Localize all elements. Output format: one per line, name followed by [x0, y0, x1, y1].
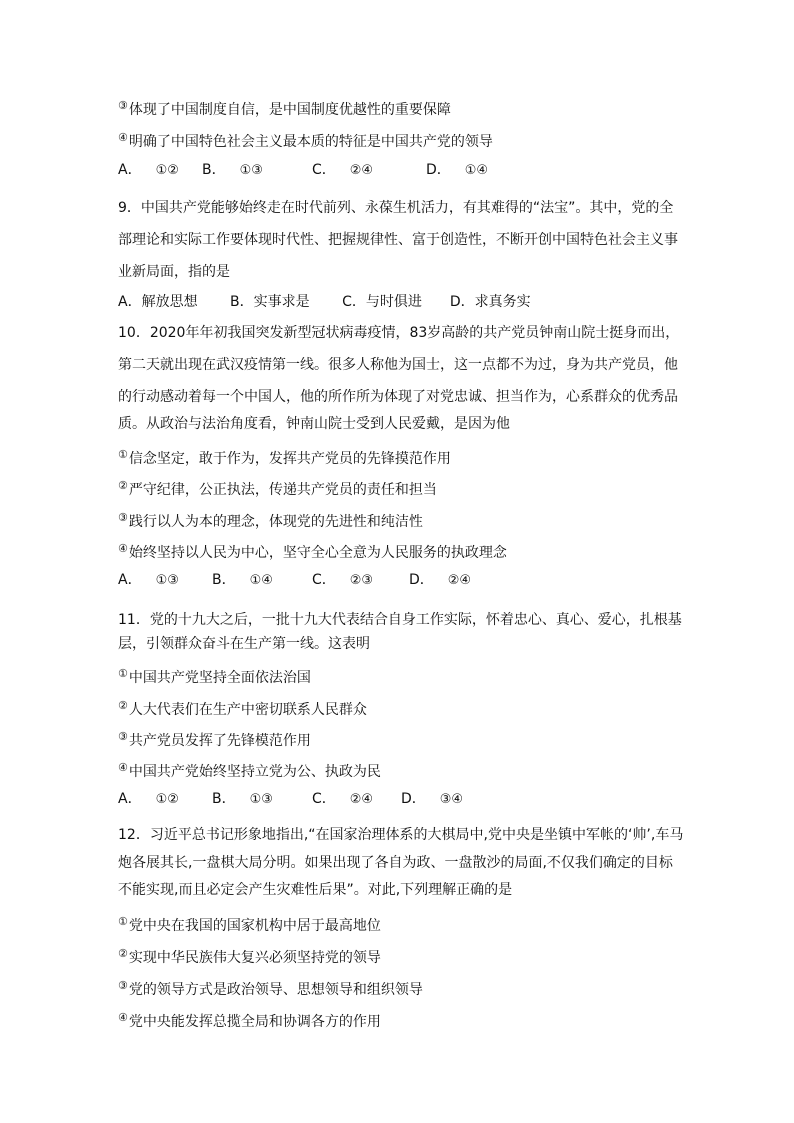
answer-letter: D．: [409, 572, 434, 588]
answer-letter: C．: [312, 162, 336, 178]
answer-choice: ①②: [155, 163, 179, 178]
option-marker: ②: [118, 479, 128, 492]
option-text: 实现中华民族伟大复兴必须坚持党的领导: [128, 950, 381, 966]
answer-choice: ①②: [155, 792, 179, 807]
question-stem-line: 10．2020年年初我国突发新型冠状病毒疫情，83岁高龄的共产党员钟南山院士挺身而出，: [118, 325, 680, 341]
option-line: [118, 445, 451, 469]
answer-letter: A．: [118, 791, 142, 807]
option-text: 中国共产党始终坚持立党为公、执政为民: [128, 764, 381, 780]
option-marker: ③: [118, 511, 128, 524]
answer-letter: B．: [212, 791, 236, 807]
answer-letter: A．: [118, 572, 142, 588]
option-text: 始终坚持以人民为中心，坚守全心全意为人民服务的执政理念: [128, 545, 507, 561]
option-text: 党中央在我国的国家机构中居于最高地位: [128, 918, 381, 934]
option-line: [118, 912, 381, 936]
question-stem-line: 质。从政治与法治角度看，钟南山院士受到人民爱戴，是因为他: [118, 416, 510, 432]
question-stem-line: 的行动感动着每一个中国人，他的所作所为体现了对党忠诚、担当作为，心系群众的优秀品: [118, 389, 678, 405]
answer-letter: B．: [202, 162, 226, 178]
option-text: 党中央能发挥总揽全局和协调各方的作用: [128, 1014, 381, 1030]
answer-letter: C．: [312, 572, 336, 588]
option-line: [118, 696, 367, 720]
question-stem-line: 不能实现,而且必定会产生灾难性后果”。对此,下列理解正确的是: [118, 882, 513, 898]
option-text: 人大代表们在生产中密切联系人民群众: [128, 702, 367, 718]
option-line: [118, 96, 451, 120]
answer-choice: ①③: [249, 792, 273, 807]
answer-choice: ②④: [349, 163, 374, 178]
answer-letter: A．: [118, 162, 142, 178]
answer-letter: D．: [426, 162, 451, 178]
answer-choice: ①③: [155, 573, 179, 588]
option-text: 中国共产党坚持全面依法治国: [128, 670, 311, 686]
option-marker: ④: [118, 1011, 128, 1024]
option-marker: ①: [118, 667, 128, 680]
option-marker: ②: [118, 947, 128, 960]
option-text: 信念坚定，敢于作为，发挥共产党员的先锋摸范作用: [128, 451, 451, 467]
option-marker: ④: [118, 761, 128, 774]
option-line: [118, 758, 381, 782]
option-marker: ③: [118, 99, 128, 112]
option-line: [118, 664, 311, 688]
option-marker: ②: [118, 699, 128, 712]
answer-choice: ②③: [349, 573, 374, 588]
option-text: 践行以人为本的理念，体现党的先进性和纯洁性: [128, 514, 423, 530]
answer-choice: ①④: [249, 573, 273, 588]
question-stem-line: 11．党的十九大之后，一批十九大代表结合自身工作实际，怀着忠心、真心、爱心，扎根基: [118, 612, 682, 628]
option-line: [118, 508, 423, 532]
option-text: 党的领导方式是政治领导、思想领导和组织领导: [128, 982, 423, 998]
option-text: 体现了中国制度自信，是中国制度优越性的重要保障: [128, 102, 451, 118]
answer-letter: C．: [312, 791, 336, 807]
option-text: 严守纪律，公正执法，传递共产党员的责任和担当: [128, 482, 437, 498]
option-text: 共产党员发挥了先锋模范作用: [128, 733, 311, 749]
question-stem-line: 9．中国共产党能够始终走在时代前列、永葆生机活力，有其难得的“法宝”。其中，党的全: [118, 200, 674, 216]
answer-row: A．解放思想 B．实事求是 C．与时俱进 D．求真务实: [118, 294, 531, 310]
question-stem-line: 第二天就出现在武汉疫情第一线。很多人称他为国士，这一点都不为过，身为共产党员，他: [118, 357, 678, 373]
option-marker: ①: [118, 915, 128, 928]
answer-choice: ③④: [439, 792, 464, 807]
answer-choice: ①④: [464, 163, 489, 178]
option-line: [118, 128, 493, 152]
question-stem-line: 炮各展其长,一盘棋大局分明。如果出现了各自为政、一盘散沙的局面,不仅我们确定的目标: [118, 855, 673, 871]
option-marker: ④: [118, 131, 128, 144]
option-marker: ③: [118, 730, 128, 743]
answer-letter: B．: [212, 572, 236, 588]
answer-choice: ②④: [447, 573, 472, 588]
option-line: [118, 944, 381, 968]
option-line: [118, 476, 437, 500]
question-stem-line: 层，引领群众奋斗在生产第一线。这表明: [118, 636, 370, 652]
option-marker: ④: [118, 542, 128, 555]
option-line: [118, 976, 423, 1000]
option-line: [118, 539, 507, 563]
answer-letter: D．: [401, 791, 426, 807]
question-stem-line: 业新局面，指的是: [118, 264, 230, 280]
option-line: [118, 1008, 381, 1032]
option-marker: ①: [118, 448, 128, 461]
option-marker: ③: [118, 979, 128, 992]
option-line: [118, 727, 311, 751]
option-text: 明确了中国特色社会主义最本质的特征是中国共产党的领导: [128, 134, 493, 150]
question-stem-line: 部理论和实际工作要体现时代性、把握规律性、富于创造性，不断开创中国特色社会主义事: [118, 232, 678, 248]
answer-choice: ②④: [349, 792, 374, 807]
answer-choice: ①③: [239, 163, 263, 178]
question-stem-line: 12．习近平总书记形象地指出,“在国家治理体系的大棋局中,党中央是坐镇中军帐的‘帅’,车马: [118, 827, 684, 843]
